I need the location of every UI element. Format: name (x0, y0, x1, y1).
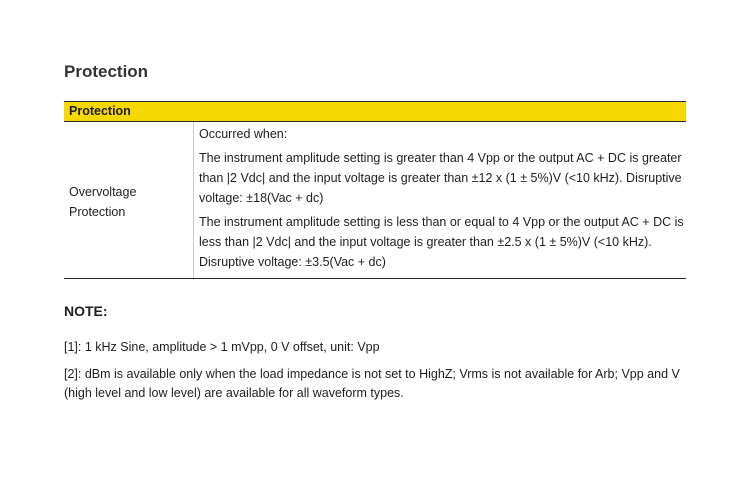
row-content (199, 124, 684, 272)
note-item-2: [2]: dBm is available only when the load impedance is not set to HighZ; Vrms is not available for Arb; Vpp and V (high level and low level) are available for all waveform types. (64, 367, 680, 400)
protection-table (64, 101, 686, 279)
table-row (64, 122, 686, 279)
note-item-1: [1]: 1 kHz Sine, amplitude > 1 mVpp, 0 V offset, unit: Vpp (64, 340, 380, 354)
column-divider (193, 122, 194, 278)
row-label-line-1: Overvoltage (69, 185, 137, 199)
content-intro: Occurred when: (199, 127, 288, 141)
section-title: Protection (64, 62, 149, 81)
row-label-line-2: Protection (69, 205, 126, 219)
content-paragraph-2: The instrument amplitude setting is less than or equal to 4 Vpp or the output AC + DC is less than |2 Vdc| and the input voltage is greater than ±2.5 x (1 ± 5%)V (<10 kHz). Disruptive voltage: ±3.5(Vac + dc) (199, 215, 684, 269)
content-paragraph-1: The instrument amplitude setting is greater than 4 Vpp or the output AC + DC is greater than |2 Vdc| and the input voltage is greater than ±12 x (1 ± 5%)V (<10 kHz). Disruptive voltage: ±18(Vac + dc) (199, 151, 682, 205)
row-label (69, 182, 189, 222)
note-title: NOTE: (64, 303, 108, 319)
table-header: Protection (64, 101, 686, 122)
